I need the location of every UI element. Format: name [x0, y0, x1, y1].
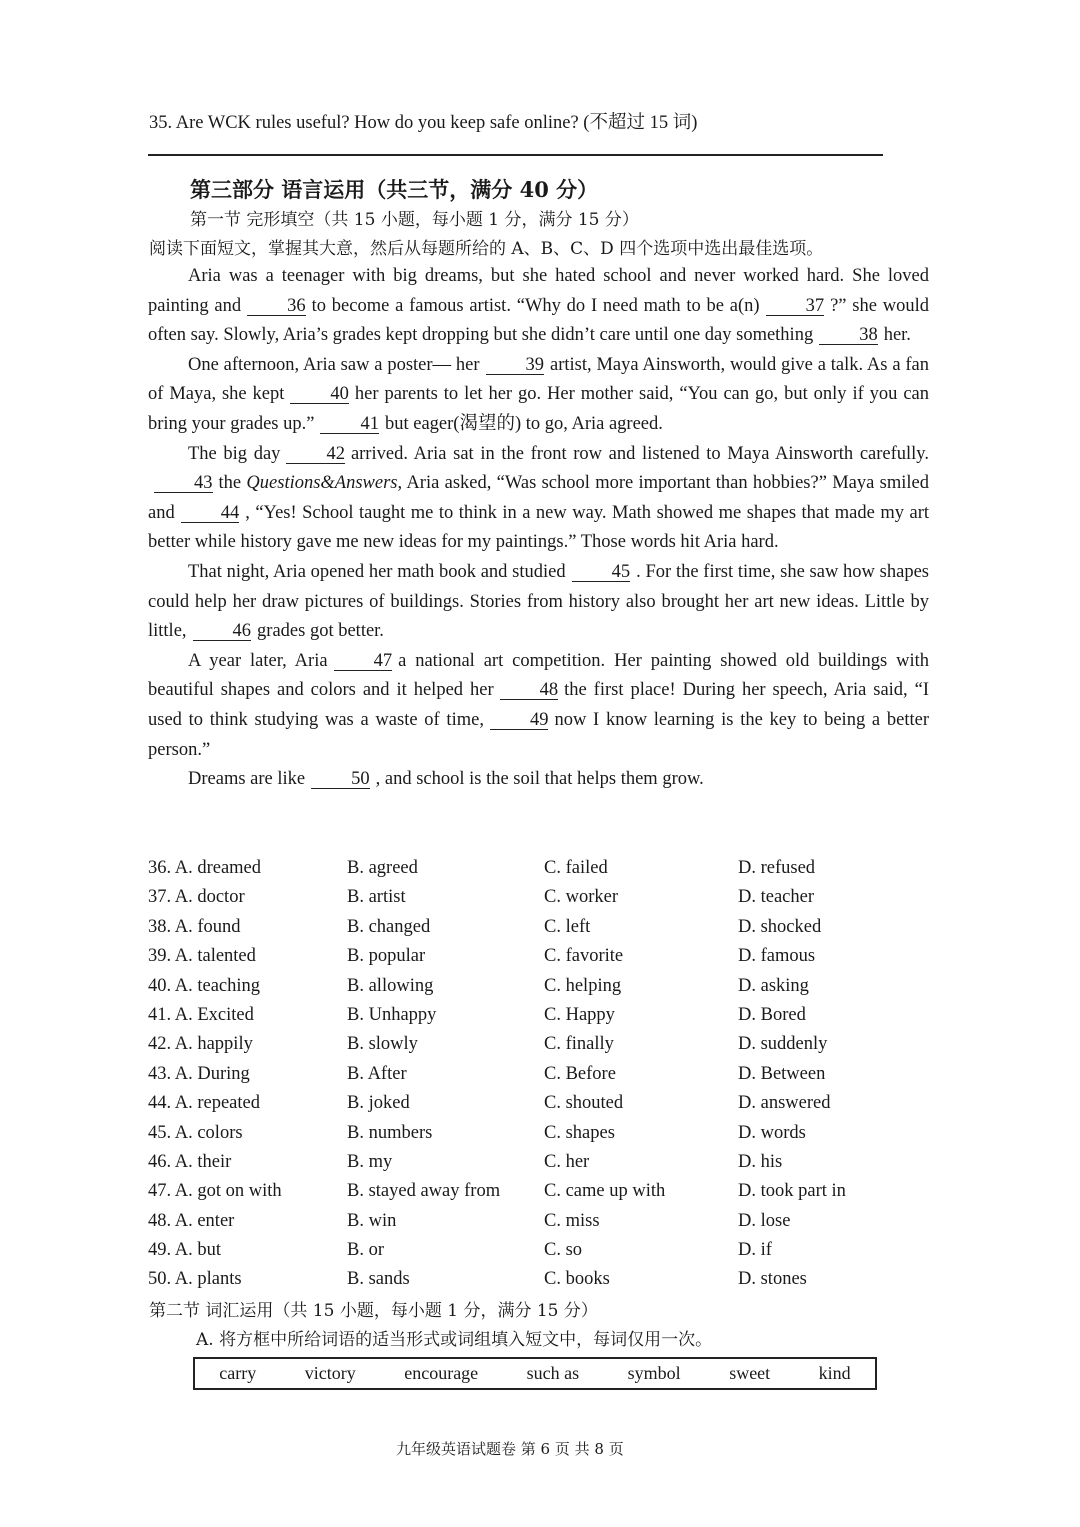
cloze-passage — [148, 262, 929, 795]
option-b: B. popular — [347, 946, 426, 967]
option-d: D. shocked — [738, 916, 822, 937]
option-row — [148, 883, 948, 912]
passage-text: the — [218, 473, 247, 494]
blank-50: 50 — [311, 770, 370, 789]
passage-text: artist, Maya Ainsworth, would give a talk. As a fan of Maya, she kept — [148, 354, 929, 405]
passage-paragraph — [148, 440, 929, 558]
passage-paragraph — [148, 558, 929, 647]
passage-text: Aria was a teenager with big dreams, but she hated school and never worked hard. She loved painting and — [148, 266, 929, 316]
option-a: 43. A. During — [148, 1063, 250, 1084]
passage-text: now I know learning is the key to being a better person.” — [148, 709, 929, 760]
answer-line — [148, 154, 883, 156]
blank-43: 43 — [154, 474, 213, 493]
option-a: 42. A. happily — [148, 1034, 253, 1055]
option-b: B. slowly — [347, 1034, 418, 1055]
option-d: D. words — [738, 1122, 806, 1143]
blank-37: 37 — [766, 297, 825, 316]
option-c: C. shapes — [544, 1122, 615, 1143]
passage-text: but eager(渴望的) to go, Aria agreed. — [384, 413, 663, 434]
option-a: 41. A. Excited — [148, 1004, 254, 1025]
option-row — [148, 1177, 948, 1206]
option-row — [148, 1060, 948, 1089]
option-row — [148, 972, 948, 1001]
blank-38: 38 — [819, 326, 878, 345]
passage-text: . For the first time, she saw how shapes could help her draw pictures of buildings. Stories from history also brought her art new ideas. Little by little, — [148, 561, 929, 642]
option-b: B. changed — [347, 916, 431, 937]
option-row — [148, 1265, 948, 1294]
option-a: 48. A. enter — [148, 1210, 235, 1231]
blank-48: 48 — [500, 681, 559, 700]
passage-text: her. — [883, 325, 911, 346]
passage-text: her parents to let her go. Her mother said, “You can go, but only if you can bring your grades up.” — [148, 384, 929, 434]
word-box-item: sweet — [729, 1363, 771, 1383]
option-a: 38. A. found — [148, 916, 241, 937]
option-b: B. numbers — [347, 1122, 433, 1143]
option-a: 40. A. teaching — [148, 975, 261, 996]
page-footer: 九年级英语试题卷 第 6 页 共 8 页 — [396, 1440, 624, 1458]
section2-heading: 第二节 词汇运用（共 15 小题，每小题 1 分，满分 15 分） — [149, 1301, 598, 1321]
option-a: 36. A. dreamed — [148, 858, 262, 878]
option-d: D. answered — [738, 1093, 831, 1114]
passage-text: , Aria asked, “Was school more important than hobbies?” Maya smiled and — [148, 473, 929, 523]
blank-39: 39 — [486, 356, 545, 375]
passage-text: , and school is the soil that helps them grow. — [375, 769, 704, 790]
blank-46: 46 — [193, 622, 252, 641]
option-b: B. Unhappy — [347, 1004, 437, 1025]
question-35: 35. Are WCK rules useful? How do you keep safe online? (不超过 15 词) — [149, 113, 698, 133]
option-c: C. books — [544, 1269, 610, 1290]
option-row — [148, 1148, 948, 1177]
option-c: C. favorite — [544, 946, 624, 967]
passage-paragraph — [148, 647, 929, 765]
option-c: C. Happy — [544, 1004, 615, 1025]
option-b: B. win — [347, 1210, 397, 1231]
option-row — [148, 942, 948, 971]
passage-paragraph — [148, 765, 929, 795]
option-a: 45. A. colors — [148, 1122, 243, 1143]
option-row — [148, 1001, 948, 1030]
section2-instruction: A. 将方框中所给词语的适当形式或词组填入短文中，每词仅用一次。 — [196, 1330, 713, 1350]
blank-45: 45 — [572, 563, 631, 582]
word-box-item: encourage — [404, 1363, 479, 1383]
option-a: 39. A. talented — [148, 946, 256, 967]
option-row — [148, 1089, 948, 1118]
option-d: D. refused — [738, 858, 816, 878]
word-box-item: carry — [219, 1363, 257, 1383]
option-a: 44. A. repeated — [148, 1093, 260, 1114]
blank-44: 44 — [181, 504, 240, 523]
option-d: D. took part in — [738, 1181, 846, 1202]
option-a: 47. A. got on with — [148, 1181, 282, 1202]
passage-text: to become a famous artist. “Why do I need math to be a(n) — [311, 295, 760, 316]
option-row — [148, 1207, 948, 1236]
option-c: C. helping — [544, 975, 622, 996]
option-d: D. Bored — [738, 1004, 806, 1025]
passage-text: The big day — [188, 443, 281, 464]
part3-heading: 第三部分 语言运用（共三节，满分 40 分） — [190, 177, 599, 202]
passage-text: , “Yes! School taught me to think in a new way. Math showed me shapes that made my art better while history gave me new ideas for my paintings.” Those words hit Aria hard. — [148, 502, 929, 553]
passage-text: That night, Aria opened her math book and studied — [188, 561, 566, 582]
option-b: B. or — [347, 1240, 384, 1261]
option-row — [148, 854, 948, 883]
word-box — [193, 1357, 877, 1390]
passage-text: a national art competition. Her painting showed old buildings with beautiful shapes and colors and it helped her — [148, 650, 929, 701]
option-d: D. suddenly — [738, 1034, 828, 1055]
word-box-item: kind — [818, 1363, 851, 1383]
passage-paragraph — [148, 351, 929, 440]
passage-text: arrived. Aria sat in the front row and listened to Maya Ainsworth carefully. — [350, 443, 929, 464]
option-b: B. stayed away from — [347, 1181, 501, 1202]
option-d: D. famous — [738, 946, 816, 967]
option-a: 37. A. doctor — [148, 887, 245, 908]
option-row — [148, 1236, 948, 1265]
option-c: C. worker — [544, 887, 618, 908]
passage-paragraph — [148, 262, 929, 351]
option-b: B. sands — [347, 1269, 410, 1290]
option-c: C. came up with — [544, 1181, 666, 1202]
option-row — [148, 1119, 948, 1148]
option-c: C. Before — [544, 1063, 616, 1084]
option-a: 46. A. their — [148, 1151, 232, 1172]
option-b: B. After — [347, 1063, 407, 1084]
italic-text: Questions&Answers — [246, 473, 398, 494]
passage-text: ?” she would often say. Slowly, Aria’s grades kept dropping but she didn’t care until one day something — [148, 295, 929, 346]
word-box-item: victory — [304, 1363, 356, 1383]
option-c: C. failed — [544, 858, 608, 878]
passage-text: the first place! During her speech, Aria said, “I used to think studying was a waste of time, — [148, 680, 929, 730]
option-d: D. teacher — [738, 887, 815, 908]
option-d: D. asking — [738, 975, 809, 996]
option-b: B. agreed — [347, 858, 418, 878]
option-row — [148, 1030, 948, 1059]
option-a: 49. A. but — [148, 1240, 221, 1261]
option-b: B. artist — [347, 887, 406, 908]
option-c: C. her — [544, 1151, 590, 1172]
option-c: C. finally — [544, 1034, 614, 1055]
passage-text: grades got better. — [257, 621, 384, 642]
option-c: C. left — [544, 916, 591, 937]
option-d: D. Between — [738, 1063, 826, 1084]
option-d: D. if — [738, 1240, 772, 1261]
blank-36: 36 — [247, 297, 306, 316]
option-row — [148, 913, 948, 942]
blank-49: 49 — [490, 711, 549, 730]
option-c: C. so — [544, 1240, 583, 1261]
option-d: D. lose — [738, 1210, 791, 1231]
option-d: D. his — [738, 1151, 783, 1172]
option-a: 50. A. plants — [148, 1269, 242, 1290]
blank-40: 40 — [290, 385, 349, 404]
word-box-item: symbol — [627, 1363, 681, 1383]
blank-42: 42 — [286, 445, 345, 464]
section1-instruction: 阅读下面短文，掌握其大意，然后从每题所给的 A、B、C、D 四个选项中选出最佳选项。 — [149, 239, 824, 259]
option-d: D. stones — [738, 1269, 807, 1290]
option-b: B. my — [347, 1151, 393, 1172]
options-list — [148, 854, 948, 1295]
passage-text: Dreams are like — [188, 769, 306, 790]
section1-heading: 第一节 完形填空（共 15 小题，每小题 1 分，满分 15 分） — [190, 210, 639, 230]
blank-47: 47 — [334, 652, 393, 671]
option-c: C. miss — [544, 1210, 600, 1231]
passage-text: A year later, Aria — [188, 650, 328, 671]
blank-41: 41 — [320, 415, 379, 434]
option-b: B. allowing — [347, 975, 434, 996]
word-box-item: such as — [526, 1363, 580, 1383]
option-b: B. joked — [347, 1093, 410, 1114]
option-c: C. shouted — [544, 1093, 624, 1114]
passage-text: One afternoon, Aria saw a poster— her — [188, 354, 480, 375]
